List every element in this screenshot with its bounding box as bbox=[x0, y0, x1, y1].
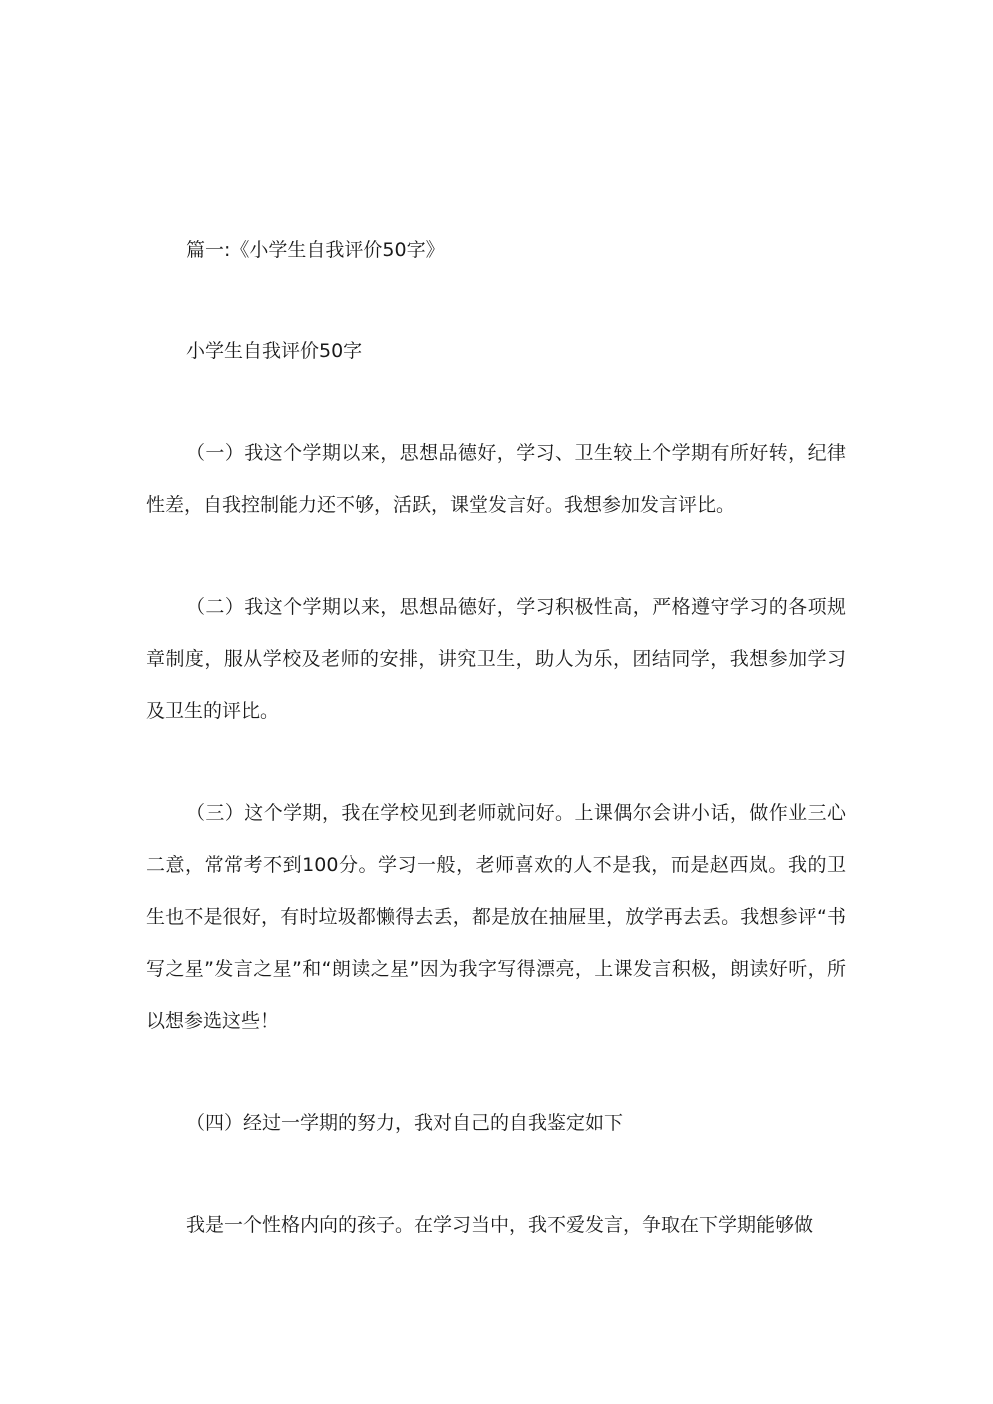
document-body bbox=[146, 224, 846, 1251]
spacer bbox=[146, 276, 846, 325]
spacer bbox=[146, 1149, 846, 1199]
paragraph-3: （三）这个学期，我在学校见到老师就问好。上课偶尔会讲小话，做作业三心二意，常常考不到100分。学习一般，老师喜欢的人不是我，而是赵西岚。我的卫生也不是很好，有时垃圾都懒得去丢，都是放在抽屉里，放学再去丢。我想参评“书写之星”发言之星”和“朗读之星”因为我字写得漂亮，上课发言积极，朗读好听，所以想参选这些！ bbox=[146, 802, 846, 1032]
paragraph-4: （四）经过一学期的努力，我对自己的自我鉴定如下 bbox=[186, 1112, 624, 1134]
document-heading: 篇一:《小学生自我评价50字》 bbox=[186, 239, 445, 261]
spacer bbox=[146, 737, 846, 787]
paragraph-2: （二）我这个学期以来，思想品德好，学习积极性高，严格遵守学习的各项规章制度，服从学校及老师的安排，讲究卫生，助人为乐，团结同学，我想参加学习及卫生的评比。 bbox=[146, 596, 846, 722]
paragraph-5: 我是一个性格内向的孩子。在学习当中，我不爱发言，争取在下学期能够做 bbox=[186, 1214, 814, 1236]
spacer bbox=[146, 1047, 846, 1097]
paragraph-1: （一）我这个学期以来，思想品德好，学习、卫生较上个学期有所好转，纪律性差，自我控制能力还不够，活跃，课堂发言好。我想参加发言评比。 bbox=[146, 442, 846, 516]
document-subtitle: 小学生自我评价50字 bbox=[186, 340, 363, 362]
spacer bbox=[146, 531, 846, 581]
spacer bbox=[146, 377, 846, 427]
